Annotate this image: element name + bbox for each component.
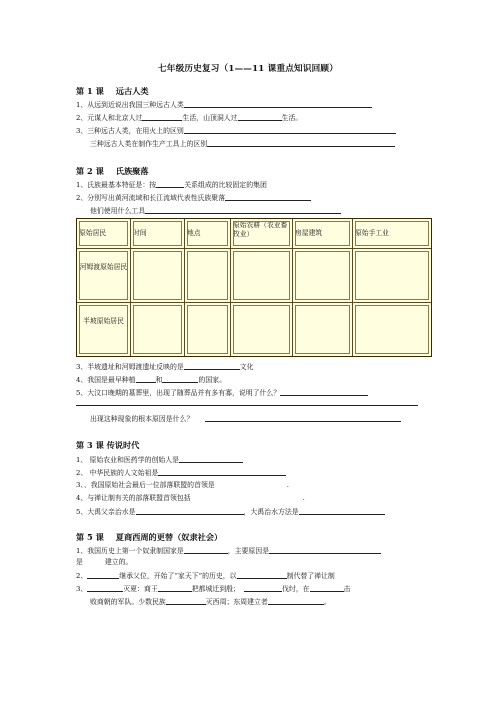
lesson2-q1-text-b: 关系组成的比较固定的集团: [184, 181, 267, 189]
lesson2-q3: [76, 362, 254, 372]
lesson3-q5-text-b: ，大禹治水方法是: [243, 508, 299, 516]
lesson5-q1-text-b: ，主要原因是: [227, 547, 270, 555]
lesson2-q2: [76, 193, 311, 203]
lesson5-q3-text-c: 把都城迁到殷；: [191, 585, 240, 593]
lesson5-q1: [76, 546, 381, 556]
lesson5-q3-text-a: 3、: [76, 585, 88, 593]
lesson2-q3-text-b: 文化: [239, 363, 254, 371]
answer-blank[interactable]: [184, 126, 396, 134]
answer-blank[interactable]: [237, 571, 287, 579]
answer-blank[interactable]: [142, 113, 182, 121]
header-text: 原始居民: [79, 229, 107, 237]
lesson3-q5-text-a: 5、大禹父亲治水是: [76, 508, 136, 516]
lesson5-q3-text-f: 败商朝的军队。少数民族: [90, 598, 166, 606]
table-cell[interactable]: [293, 249, 353, 303]
lesson2-q5-line: [76, 398, 418, 408]
answer-blank[interactable]: [184, 362, 240, 370]
lesson5-q3-text-b: 灭夏：商王: [123, 585, 158, 593]
lesson5-number: 第 5 课: [76, 532, 104, 542]
lesson5-q3-text-h: 。: [323, 598, 331, 606]
lesson1-q3: [76, 126, 396, 136]
lesson3-q3-text-a: 3、、我国原始社会最后一位部落联盟的首领是: [76, 481, 215, 489]
lesson3-q1: [76, 455, 243, 465]
table-header-cell: [231, 219, 293, 249]
header-text: 原始手工业: [355, 229, 389, 237]
lesson5-q3: [76, 584, 350, 594]
lesson5-q2-text-b: 继承父位，开始了“家天下”的历史，以: [119, 572, 237, 580]
lesson2-q5: [76, 388, 368, 398]
lesson2-title: 氏族聚落: [115, 166, 149, 176]
answer-blank[interactable]: [158, 584, 192, 592]
lesson5-q2-text-c: 制代替了禅让制: [286, 572, 335, 580]
lesson5-q1-text-c: 是: [76, 558, 83, 566]
lesson2-q5b-text: 出现这种现象的根本原因是什么？: [90, 415, 194, 423]
answer-blank[interactable]: [205, 414, 401, 422]
header-text: 地点: [187, 229, 201, 237]
header-text: 时间: [133, 229, 147, 237]
answer-blank[interactable]: [299, 507, 385, 515]
lesson3-q4: [76, 494, 305, 503]
lesson1-q2-text-b: 生活，山顶洞人过: [182, 114, 238, 122]
table-cell[interactable]: [231, 249, 293, 303]
answer-blank[interactable]: [166, 597, 206, 605]
answer-blank[interactable]: [225, 193, 311, 201]
answer-blank[interactable]: [244, 584, 282, 592]
lesson2-heading: [76, 166, 149, 177]
lesson2-q2b: [90, 206, 341, 216]
answer-blank[interactable]: [207, 139, 395, 147]
lesson3-q3-text-b: .: [286, 481, 289, 489]
lesson1-q3b-text: 三种远古人类在制作生产工具上的区别: [90, 140, 208, 148]
table-row-label: [77, 303, 131, 356]
lesson1-q3b: [90, 139, 395, 149]
lesson5-heading: [76, 532, 222, 543]
lesson1-q1-text: 1、从远到近说出我国三种远古人类: [76, 101, 184, 109]
lesson1-q2-text-a: 2、元谋人和北京人过: [76, 114, 143, 122]
lesson1-number: 第 1 课: [76, 86, 104, 96]
table-cell[interactable]: [353, 249, 431, 303]
lesson2-q1-text-a: 1、氏族最基本特征是：按: [76, 181, 157, 189]
lesson1-q1: [76, 100, 372, 110]
table-cell[interactable]: [185, 303, 231, 356]
lesson2-q2-text: 2、分别写出黄河流域和长江流域代表性氏族聚落: [76, 194, 226, 202]
lesson5-q1-text-d: 建立的。: [104, 558, 133, 566]
row-label-text: 河姆渡原始居民: [79, 263, 128, 271]
table-cell[interactable]: [231, 303, 293, 356]
answer-blank[interactable]: [184, 100, 372, 108]
lesson1-title: 远古人类: [115, 86, 149, 96]
lesson2-q3-text-a: 3、半坡遗址和河姆渡遗址反映的是: [76, 363, 184, 371]
lesson1-q2-text-c: 生活。: [281, 114, 303, 122]
table-cell[interactable]: [293, 303, 353, 356]
lesson2-q5-text: 5、大汶口晚期的墓葬里，出现了随葬品并有多有寡，说明了什么？: [76, 389, 281, 397]
answer-blank[interactable]: [310, 584, 344, 592]
lesson3-q2: [76, 468, 286, 478]
lesson3-q2-text: 2、 中华民族的人文始祖是: [76, 469, 159, 477]
lesson2-q4-text-b: 和: [155, 376, 163, 384]
answer-blank[interactable]: [76, 398, 418, 406]
answer-blank[interactable]: [87, 571, 119, 579]
lesson2-q1: [76, 180, 267, 190]
lesson5-title: 夏商西周的更替（奴隶社会）: [115, 532, 223, 542]
lesson3-q5: [76, 507, 385, 517]
lesson5-q3-text-d: 伐纣，在: [281, 585, 310, 593]
header-text: 原始农耕（农业畜牧业）: [233, 221, 288, 238]
table-header-cell: [77, 219, 131, 249]
table-cell[interactable]: [185, 249, 231, 303]
lesson3-q1-text: 1、 原始农业和医药学的创始人是: [76, 456, 180, 464]
answer-blank[interactable]: [136, 375, 156, 383]
lesson1-q2: [76, 113, 302, 123]
table-header-cell: [293, 219, 353, 249]
answer-blank[interactable]: [184, 546, 228, 554]
answer-blank[interactable]: [269, 546, 381, 554]
answer-blank[interactable]: [280, 388, 368, 396]
table-cell[interactable]: [353, 303, 431, 356]
row-label-text: 半坡原始居民: [83, 317, 124, 325]
lesson5-q3-cont: [90, 597, 331, 607]
answer-blank[interactable]: [158, 468, 286, 476]
lesson3-heading: 第 3 课 传说时代: [76, 440, 140, 450]
lesson2-q4: [76, 375, 226, 385]
answer-blank[interactable]: [162, 375, 198, 383]
lesson5-q3-text-g: 灭西周；东周建立者: [205, 598, 268, 606]
header-text: 房屋建筑: [295, 229, 323, 237]
table-header-cell: [353, 219, 431, 249]
table-header-cell: [185, 219, 231, 249]
lesson2-q4-text-a: 4、我国是最早种植: [76, 376, 136, 384]
table-cell[interactable]: [131, 303, 185, 356]
table-header-cell: [131, 219, 185, 249]
lesson2-q5b: [90, 414, 401, 424]
lesson2-q2b-text: 他们使用什么工具: [90, 207, 146, 215]
answer-blank[interactable]: [179, 455, 243, 463]
lesson3-q4-text-b: .: [302, 494, 305, 502]
lesson5-q2: [76, 571, 335, 581]
lesson1-heading: [76, 86, 149, 97]
lesson2-q4-text-c: 的国家。: [198, 376, 226, 384]
lesson5-q2-text-a: 2、: [76, 572, 88, 580]
answer-blank[interactable]: [156, 180, 184, 188]
lesson3-q3: [76, 481, 289, 490]
lesson3-q4-text-a: 4、与禅让制有关的部落联盟首领包括: [76, 494, 191, 502]
page-title: 七年级历史复习（1——11 课重点知识回顾）: [157, 64, 339, 74]
answer-blank[interactable]: [136, 507, 244, 515]
lesson5-q1-text-a: 1、我国历史上第一个奴隶制国家是: [76, 547, 184, 555]
table-cell[interactable]: [131, 249, 185, 303]
answer-blank[interactable]: [145, 206, 341, 214]
lesson1-q3-text: 3、三种远古人类，在用火上的区别: [76, 127, 184, 135]
answer-blank[interactable]: [87, 584, 123, 592]
settlement-table: [76, 218, 432, 357]
answer-blank[interactable]: [238, 113, 282, 121]
lesson5-q3-text-e: 击: [343, 585, 351, 593]
lesson2-number: 第 2 课: [76, 166, 104, 176]
table-row-label: [77, 249, 131, 303]
lesson5-q1-cont: [76, 558, 132, 567]
answer-blank[interactable]: [268, 597, 324, 605]
